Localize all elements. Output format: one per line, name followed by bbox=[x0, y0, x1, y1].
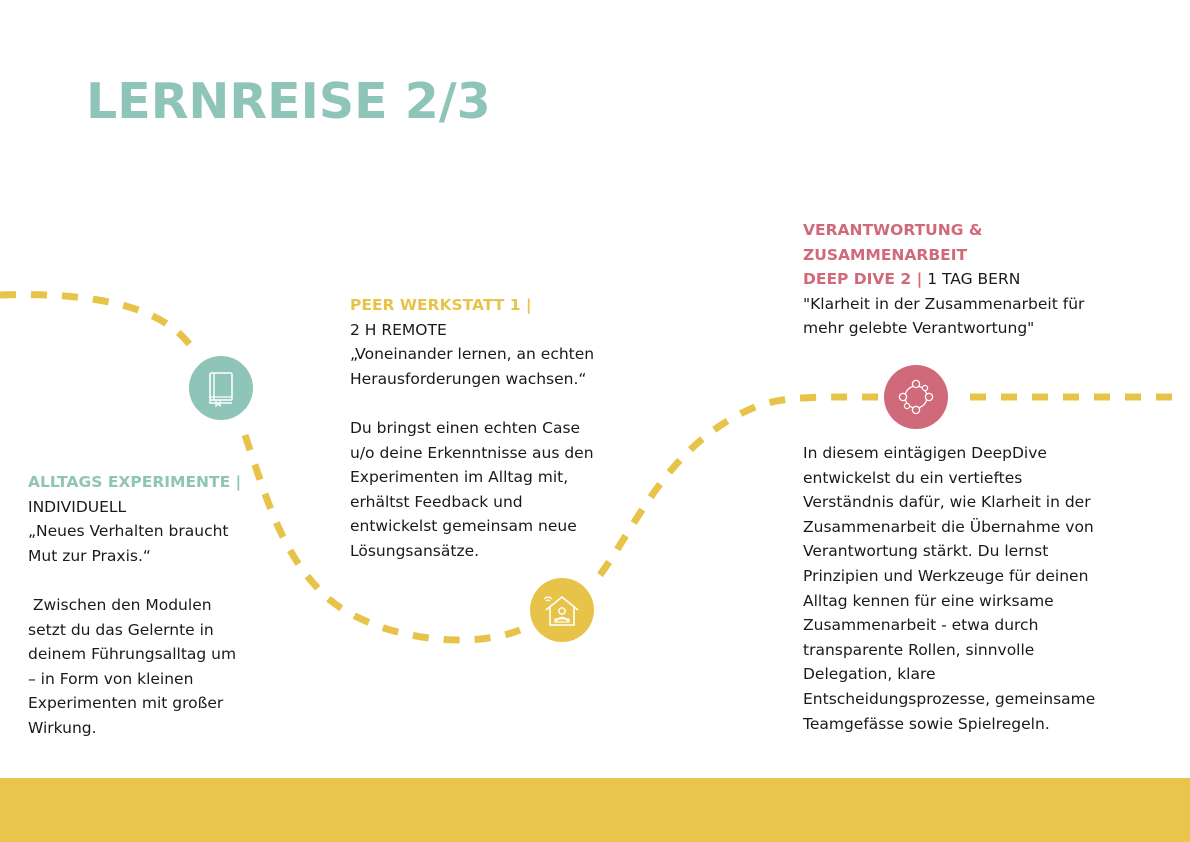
peer-quote-line-2: Herausforderungen wachsen.“ bbox=[350, 369, 587, 388]
book-icon bbox=[189, 356, 253, 420]
page-title: LERNREISE 2/3 bbox=[86, 73, 491, 130]
deep-body-line-2: entwickelst du ein vertieftes bbox=[803, 468, 1023, 487]
deep-heading-line-2: ZUSAMMENARBEIT bbox=[803, 245, 968, 264]
deep-body-line-7: Alltag kennen für eine wirksame bbox=[803, 591, 1054, 610]
spacer bbox=[28, 568, 268, 593]
footer-bar bbox=[0, 778, 1190, 842]
peer-body-line-1: Du bringst einen echten Case bbox=[350, 418, 581, 437]
deep-quote-line-1: "Klarheit in der Zusammenarbeit für bbox=[803, 294, 1085, 313]
deep-body-line-6: Prinzipien und Werkzeuge für deinen bbox=[803, 566, 1089, 585]
team-circle-icon bbox=[884, 365, 948, 429]
peer-body-line-6: Lösungsansätze. bbox=[350, 541, 480, 560]
alltags-quote-line-1: „Neues Verhalten braucht bbox=[28, 522, 229, 541]
deep-body-line-10: Delegation, klare bbox=[803, 665, 936, 684]
alltags-body-line-2: setzt du das Gelernte in bbox=[28, 620, 214, 639]
peer-body-line-2: u/o deine Erkenntnisse aus den bbox=[350, 443, 594, 462]
spacer bbox=[350, 391, 640, 416]
deep-body-line-3: Verständnis dafür, wie Klarheit in der bbox=[803, 493, 1091, 512]
deep-body-line-11: Entscheidungsprozesse, gemeinsame bbox=[803, 689, 1096, 708]
alltags-experimente-block bbox=[28, 470, 268, 741]
deep-body-line-8: Zusammenarbeit - etwa durch bbox=[803, 616, 1039, 635]
alltags-body-line-4: – in Form von kleinen bbox=[28, 669, 194, 688]
alltags-body-line-6: Wirkung. bbox=[28, 718, 97, 737]
deep-body-line-4: Zusammenarbeit die Übernahme von bbox=[803, 517, 1094, 536]
deep-body-line-9: transparente Rollen, sinnvolle bbox=[803, 640, 1035, 659]
deep-heading-line-3 bbox=[803, 267, 1183, 292]
peer-heading: PEER WERKSTATT 1 | bbox=[350, 296, 532, 314]
remote-home-icon bbox=[530, 578, 594, 642]
deep-dive-header-block bbox=[803, 218, 1183, 341]
peer-body-line-3: Experimenten im Alltag mit, bbox=[350, 468, 569, 487]
deep-heading-line-1: VERANTWORTUNG & bbox=[803, 221, 983, 239]
deep-dive-body-block bbox=[803, 441, 1183, 736]
peer-quote-line-1: „Voneinander lernen, an echten bbox=[350, 345, 595, 364]
peer-format: 2 H REMOTE bbox=[350, 320, 447, 339]
alltags-heading: ALLTAGS EXPERIMENTE | bbox=[28, 473, 242, 491]
alltags-quote-line-2: Mut zur Praxis.“ bbox=[28, 546, 151, 565]
deep-body-line-5: Verantwortung stärkt. Du lernst bbox=[803, 542, 1049, 561]
peer-body-line-4: erhältst Feedback und bbox=[350, 492, 523, 511]
alltags-body-line-3: deinem Führungsalltag um bbox=[28, 645, 237, 664]
deep-heading-label: DEEP DIVE 2 | bbox=[803, 270, 923, 289]
deep-body-line-12: Teamgefässe sowie Spielregeln. bbox=[803, 714, 1050, 733]
alltags-body-line-5: Experimenten mit großer bbox=[28, 694, 224, 713]
deep-body-line-1: In diesem eintägigen DeepDive bbox=[803, 444, 1047, 462]
deep-quote-line-2: mehr gelebte Verantwortung" bbox=[803, 319, 1035, 338]
peer-werkstatt-block bbox=[350, 293, 640, 564]
alltags-body-line-1: Zwischen den Modulen bbox=[28, 595, 212, 614]
alltags-format: INDIVIDUELL bbox=[28, 497, 127, 516]
peer-body-line-5: entwickelst gemeinsam neue bbox=[350, 517, 577, 536]
deep-format: 1 TAG BERN bbox=[922, 270, 1021, 289]
